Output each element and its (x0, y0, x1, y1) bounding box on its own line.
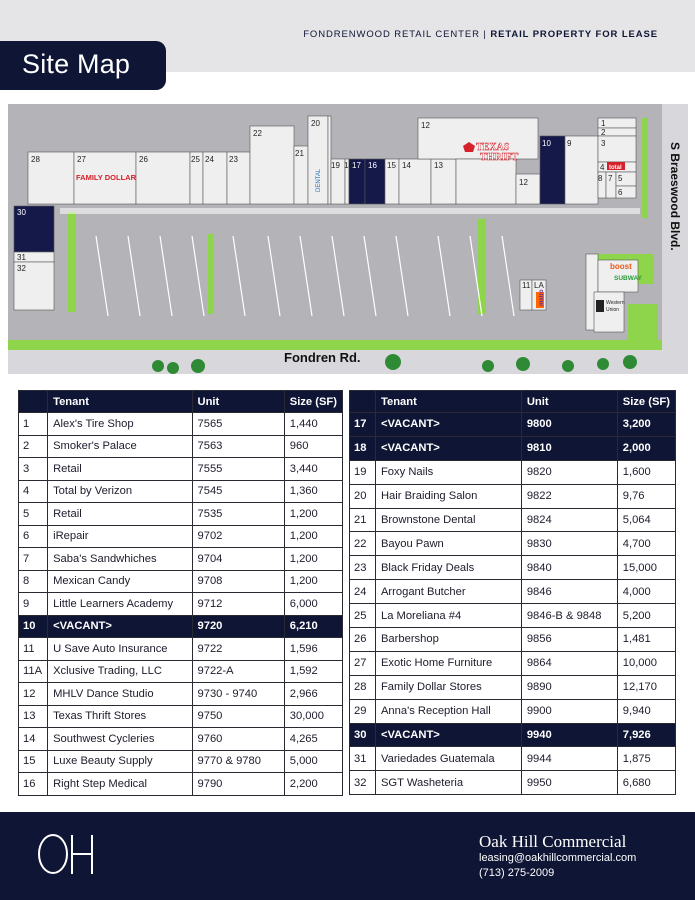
cell-unit: 7535 (192, 503, 284, 526)
cell-tenant: Black Friday Deals (375, 556, 521, 580)
unit-label-18: 17 (352, 161, 361, 170)
unit-label-8: 8 (598, 174, 603, 183)
table-row (19, 728, 343, 751)
cell-no: 10 (19, 615, 48, 638)
unit-label-4: 4 (600, 163, 605, 172)
table-row (350, 413, 676, 437)
page-title: Site Map (22, 49, 131, 79)
col-number (19, 391, 48, 413)
cell-no: 4 (19, 480, 48, 503)
cell-no: 6 (19, 525, 48, 548)
cell-no: 32 (350, 771, 376, 795)
cell-tenant: Right Step Medical (48, 773, 192, 796)
cell-tenant: iRepair (48, 525, 192, 548)
unit-label-11: 11 (522, 281, 531, 290)
cell-size: 1,200 (284, 525, 342, 548)
cell-unit: 9944 (521, 747, 617, 771)
cell-size: 1,360 (284, 480, 342, 503)
site-map-drawing (8, 104, 688, 374)
cell-no: 24 (350, 580, 376, 604)
cell-size: 2,200 (284, 773, 342, 796)
unit-13-lower (456, 159, 516, 204)
cell-unit: 9810 (521, 436, 617, 460)
cell-tenant: Family Dollar Stores (375, 675, 521, 699)
cell-size: 2,000 (617, 436, 675, 460)
cell-tenant: Total by Verizon (48, 480, 192, 503)
cell-unit: 9704 (192, 548, 284, 571)
cell-unit: 9800 (521, 413, 617, 437)
cell-size: 4,700 (617, 532, 675, 556)
header-property-line (303, 29, 658, 40)
cell-no: 11A (19, 660, 48, 683)
unit-label-26: 25 (191, 155, 200, 164)
cell-tenant: Arrogant Butcher (375, 580, 521, 604)
cell-unit: 9770 & 9780 (192, 750, 284, 773)
unit-label-30: 30 (17, 208, 26, 217)
tenant-table-left-body (19, 413, 343, 796)
col-tenant: Tenant (48, 391, 192, 413)
cell-no: 18 (350, 436, 376, 460)
contact-phone[interactable]: (713) 275-2009 (479, 867, 555, 879)
col-number (350, 391, 376, 413)
western-union-sign-line1: Western (606, 300, 625, 306)
col-size: Size (SF) (284, 391, 342, 413)
cell-no: 1 (19, 413, 48, 436)
western-union-sign-line2: Union (606, 307, 620, 313)
table-row (19, 705, 343, 728)
family-dollar-sign: FAMILY DOLLAR (76, 173, 137, 182)
unit-label-12: 12 (519, 178, 528, 187)
table-row (350, 747, 676, 771)
page-title-tab (0, 41, 166, 90)
property-name: FONDRENWOOD RETAIL CENTER (303, 29, 480, 40)
table-row (19, 773, 343, 796)
cell-tenant: Hair Braiding Salon (375, 484, 521, 508)
cell-unit: 9890 (521, 675, 617, 699)
cell-size: 4,000 (617, 580, 675, 604)
metro-sign-text: metro (539, 289, 545, 306)
cell-no: 29 (350, 699, 376, 723)
cell-unit: 9760 (192, 728, 284, 751)
cell-unit: 9830 (521, 532, 617, 556)
table-row (350, 628, 676, 652)
table-row (350, 436, 676, 460)
cell-tenant: <VACANT> (375, 413, 521, 437)
cell-size: 10,000 (617, 651, 675, 675)
cell-size: 1,200 (284, 570, 342, 593)
cell-size: 2,966 (284, 683, 342, 706)
drive-lane (60, 208, 640, 214)
cell-size: 5,200 (617, 604, 675, 628)
table-header-row (19, 391, 343, 413)
table-row (350, 771, 676, 795)
unit-label-24: 23 (229, 155, 238, 164)
unit-label-15: 14 (402, 161, 411, 170)
cell-unit: 9900 (521, 699, 617, 723)
cell-no: 30 (350, 723, 376, 747)
unit-label-5: 5 (618, 174, 623, 183)
unit-label-6: 6 (618, 188, 623, 197)
cell-tenant: Brownstone Dental (375, 508, 521, 532)
table-row (19, 458, 343, 481)
unit-label-14: 13 (434, 161, 443, 170)
cell-tenant: Anna's Reception Hall (375, 699, 521, 723)
col-unit: Unit (521, 391, 617, 413)
cell-size: 1,592 (284, 660, 342, 683)
table-row (350, 699, 676, 723)
unit-label-1: 1 (601, 119, 606, 128)
unit-label-17: 16 (368, 161, 377, 170)
cell-tenant: Exotic Home Furniture (375, 651, 521, 675)
table-row (350, 508, 676, 532)
cell-no: 31 (350, 747, 376, 771)
cell-unit: 9722 (192, 638, 284, 661)
cell-size: 1,600 (617, 460, 675, 484)
table-row (350, 723, 676, 747)
total-sign: total (609, 165, 622, 171)
company-name: Oak Hill Commercial (479, 832, 627, 851)
table-row (350, 604, 676, 628)
table-row (19, 480, 343, 503)
cell-unit: 7555 (192, 458, 284, 481)
cell-size: 12,170 (617, 675, 675, 699)
cell-no: 3 (19, 458, 48, 481)
western-union-logo (596, 300, 604, 312)
cell-size: 7,926 (617, 723, 675, 747)
oak-hill-logo-icon (36, 830, 106, 880)
cell-no: 19 (350, 460, 376, 484)
unit-label-LA: LA (534, 281, 544, 290)
cell-size: 1,440 (284, 413, 342, 436)
fondren-road-label: Fondren Rd. (284, 350, 361, 365)
table-row (19, 413, 343, 436)
unit-label-20: 19 (331, 161, 340, 170)
texas-thrift-sign-line1: TEXAS (476, 142, 510, 153)
texas-thrift-sign-line2: THRIFT (480, 152, 519, 163)
cell-no: 27 (350, 651, 376, 675)
cell-unit: 9730 - 9740 (192, 683, 284, 706)
table-row (19, 593, 343, 616)
cell-unit: 9720 (192, 615, 284, 638)
cell-unit: 9846-B & 9848 (521, 604, 617, 628)
col-unit: Unit (192, 391, 284, 413)
cell-unit: 9940 (521, 723, 617, 747)
boost-sign: boost (610, 262, 632, 271)
cell-no: 5 (19, 503, 48, 526)
cell-size: 6,000 (284, 593, 342, 616)
cell-size: 1,596 (284, 638, 342, 661)
unit-label-31: 31 (17, 253, 26, 262)
table-row (350, 556, 676, 580)
unit-label-23: 22 (253, 129, 262, 138)
cell-tenant: Mexican Candy (48, 570, 192, 593)
table-row (19, 525, 343, 548)
cell-tenant: Barbershop (375, 628, 521, 652)
cell-tenant: Retail (48, 458, 192, 481)
col-size: Size (SF) (617, 391, 675, 413)
cell-no: 28 (350, 675, 376, 699)
cell-tenant: <VACANT> (48, 615, 192, 638)
cell-size: 6,210 (284, 615, 342, 638)
cell-unit: 7565 (192, 413, 284, 436)
grass-strip-bottom (8, 340, 688, 350)
cell-no: 17 (350, 413, 376, 437)
table-header-row (350, 391, 676, 413)
unit-label-2: 2 (601, 128, 606, 137)
cell-tenant: Smoker's Palace (48, 435, 192, 458)
unit-label-9: 9 (567, 139, 572, 148)
cell-no: 21 (350, 508, 376, 532)
cell-no: 20 (350, 484, 376, 508)
unit-label-19: 18 (344, 161, 353, 170)
cell-size: 30,000 (284, 705, 342, 728)
cell-unit: 9824 (521, 508, 617, 532)
cell-size: 1,875 (617, 747, 675, 771)
cell-tenant: Xclusive Trading, LLC (48, 660, 192, 683)
cell-unit: 9708 (192, 570, 284, 593)
site-map (8, 104, 688, 374)
cell-unit: 9790 (192, 773, 284, 796)
cell-no: 2 (19, 435, 48, 458)
cell-tenant: SGT Washeteria (375, 771, 521, 795)
table-row (350, 532, 676, 556)
cell-size: 1,200 (284, 548, 342, 571)
cell-size: 9,76 (617, 484, 675, 508)
table-row (350, 651, 676, 675)
cell-size: 1,200 (284, 503, 342, 526)
table-row (19, 638, 343, 661)
unit-label-22: 21 (295, 149, 304, 158)
cell-size: 15,000 (617, 556, 675, 580)
footer (0, 812, 695, 900)
unit-label-21: 20 (311, 119, 320, 128)
cell-unit: 9864 (521, 651, 617, 675)
cell-no: 13 (19, 705, 48, 728)
cell-unit: 7545 (192, 480, 284, 503)
cell-no: 15 (19, 750, 48, 773)
cell-size: 1,481 (617, 628, 675, 652)
cell-no: 25 (350, 604, 376, 628)
cell-tenant: Bayou Pawn (375, 532, 521, 556)
logo-letters: OH (36, 830, 38, 831)
cell-no: 7 (19, 548, 48, 571)
parking-stripes (96, 236, 514, 316)
table-row (19, 750, 343, 773)
tenant-table-right-body (350, 413, 676, 795)
cell-tenant: Little Learners Academy (48, 593, 192, 616)
cell-tenant: Foxy Nails (375, 460, 521, 484)
cell-tenant: Luxe Beauty Supply (48, 750, 192, 773)
cell-unit: 9702 (192, 525, 284, 548)
contact-email[interactable]: leasing@oakhillcommercial.com (479, 852, 637, 864)
unit-label-32: 32 (17, 264, 26, 273)
cell-no: 9 (19, 593, 48, 616)
cell-tenant: Saba's Sandwhiches (48, 548, 192, 571)
cell-tenant: Retail (48, 503, 192, 526)
dental-sign: DENTAL (316, 168, 322, 192)
unit-label-7: 7 (608, 174, 613, 183)
cell-tenant: U Save Auto Insurance (48, 638, 192, 661)
unit-label-3: 3 (601, 139, 606, 148)
table-row (19, 615, 343, 638)
unit-label-27: 26 (139, 155, 148, 164)
cell-unit: 9820 (521, 460, 617, 484)
cell-no: 22 (350, 532, 376, 556)
cell-unit: 9950 (521, 771, 617, 795)
cell-unit: 9856 (521, 628, 617, 652)
unit-21-edge (328, 116, 331, 204)
cell-no: 11 (19, 638, 48, 661)
cell-tenant: Texas Thrift Stores (48, 705, 192, 728)
cell-size: 9,940 (617, 699, 675, 723)
cell-no: 26 (350, 628, 376, 652)
cell-no: 8 (19, 570, 48, 593)
table-row (350, 580, 676, 604)
cell-size: 3,200 (617, 413, 675, 437)
grass-strip-right (642, 118, 648, 218)
cell-size: 5,000 (284, 750, 342, 773)
table-row (19, 548, 343, 571)
unit-label-25: 24 (205, 155, 214, 164)
cell-tenant: La Moreliana #4 (375, 604, 521, 628)
cell-size: 4,265 (284, 728, 342, 751)
cell-tenant: Southwest Cycleries (48, 728, 192, 751)
tenant-table-left (18, 390, 343, 796)
cell-no: 23 (350, 556, 376, 580)
table-row (19, 660, 343, 683)
cell-no: 14 (19, 728, 48, 751)
unit-label-13: 12 (421, 121, 430, 130)
cell-size: 5,064 (617, 508, 675, 532)
table-row (19, 503, 343, 526)
braeswood-road-label: S Braeswood Blvd. (668, 142, 682, 251)
cell-tenant: <VACANT> (375, 436, 521, 460)
cell-size: 3,440 (284, 458, 342, 481)
col-tenant: Tenant (375, 391, 521, 413)
table-row (19, 683, 343, 706)
property-subtitle: RETAIL PROPERTY FOR LEASE (490, 29, 658, 40)
table-row (350, 460, 676, 484)
cell-unit: 7563 (192, 435, 284, 458)
cell-unit: 9840 (521, 556, 617, 580)
unit-label-10: 10 (542, 139, 551, 148)
tenant-table-right (349, 390, 676, 795)
cell-tenant: MHLV Dance Studio (48, 683, 192, 706)
parking-islands (68, 212, 658, 340)
table-row (19, 435, 343, 458)
cell-unit: 9822 (521, 484, 617, 508)
cell-unit: 9722-A (192, 660, 284, 683)
cell-tenant: <VACANT> (375, 723, 521, 747)
unit-label-16: 15 (387, 161, 396, 170)
unit-label-28: 27 (77, 155, 86, 164)
cell-no: 16 (19, 773, 48, 796)
cell-tenant: Variedades Guatemala (375, 747, 521, 771)
unit-label-29: 28 (31, 155, 40, 164)
table-row (350, 675, 676, 699)
cell-unit: 9712 (192, 593, 284, 616)
cell-unit: 9846 (521, 580, 617, 604)
table-row (19, 570, 343, 593)
header-separator: | (483, 29, 487, 40)
table-row (350, 484, 676, 508)
cell-size: 960 (284, 435, 342, 458)
cell-tenant: Alex's Tire Shop (48, 413, 192, 436)
cell-no: 12 (19, 683, 48, 706)
subway-sign: SUBWAY (614, 275, 642, 282)
cell-size: 6,680 (617, 771, 675, 795)
cell-unit: 9750 (192, 705, 284, 728)
